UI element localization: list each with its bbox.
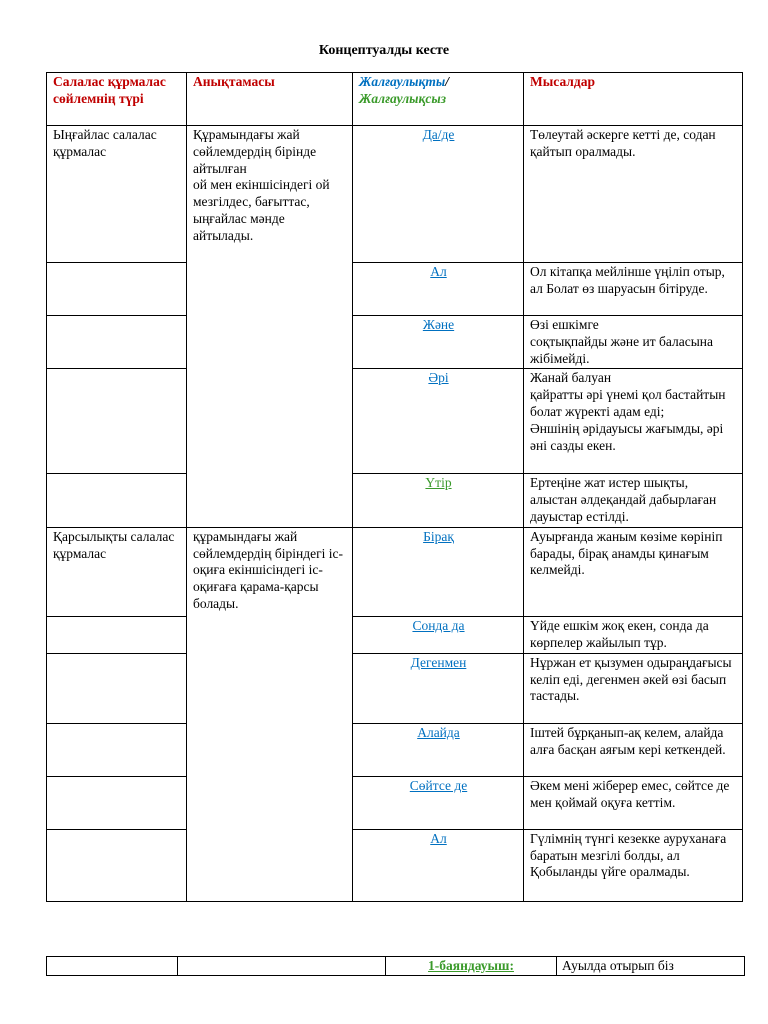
header-examples: Мысалдар: [524, 73, 743, 126]
header-definition: Анықтамасы: [187, 73, 353, 126]
bottom-cell-label: 1-баяндауыш:: [386, 957, 557, 976]
row-definition-cell: [187, 776, 353, 829]
row-conjunction-cell: [353, 126, 524, 263]
table-row: [47, 776, 743, 829]
row-definition-cell: [187, 723, 353, 776]
table-header-row: [47, 73, 743, 126]
conjunction-link[interactable]: Алайда: [417, 724, 460, 740]
row-conjunction-cell: [353, 723, 524, 776]
row-type-cell: [47, 369, 187, 474]
conjunction-link[interactable]: Ал: [430, 264, 447, 279]
row-conjunction-cell: [353, 776, 524, 829]
table-row: [47, 474, 743, 527]
conjunction-link[interactable]: Ал: [430, 830, 447, 846]
row-conjunction-cell: [353, 653, 524, 723]
row-definition-cell: [187, 369, 353, 474]
header-connective: [353, 73, 524, 126]
table-body: [47, 126, 743, 902]
row-example-cell: Өзі ешкімге соқтықпайды және ит баласына жібімейді.: [524, 316, 743, 369]
row-definition-cell: [187, 263, 353, 316]
row-type-cell: [47, 723, 187, 776]
concept-table: [46, 72, 743, 902]
row-example-cell: Іштей бұрқанып-ақ келем, алайда алға басқан аяғым кері кеткендей.: [524, 723, 743, 776]
row-definition-cell: Құрамындағы жай сөйлемдердің бірінде айтылған ой мен екіншісіндегі ой мезгілдес, бағыттас, ыңғайлас мәнде айтылады.: [187, 126, 353, 263]
row-example-cell: Гүлімнің түнгі кезекке ауруханаға баратын мезгілі болды, ал Қобыланды үйге оралмады.: [524, 829, 743, 901]
row-type-cell: Қарсылықты салалас құрмалас: [47, 527, 187, 616]
conjunction-link[interactable]: Дегенмен: [410, 654, 467, 670]
row-example-cell: Ертеңіне жат истер шықты, алыстан әлдеқандай дабырлаған дауыстар естілді.: [524, 474, 743, 527]
row-definition-cell: [187, 616, 353, 653]
row-type-cell: [47, 616, 187, 653]
bottom-cell-text: Ауылда отырып біз: [557, 957, 745, 976]
row-conjunction-cell: [353, 369, 524, 474]
header-separator: /: [445, 74, 450, 89]
row-conjunction-cell: [353, 263, 524, 316]
table-row: [47, 829, 743, 901]
row-conjunction-cell: [353, 316, 524, 369]
table-row: [47, 723, 743, 776]
bottom-table-row: [47, 957, 745, 976]
table-row: [47, 653, 743, 723]
conjunction-link[interactable]: Және: [422, 317, 455, 332]
row-definition-cell: [187, 829, 353, 901]
conjunction-link[interactable]: Да/де: [422, 127, 455, 142]
row-example-cell: Әкем мені жіберер емес, сөйтсе де мен қоймай оқуға кеттім.: [524, 776, 743, 829]
row-type-cell: [47, 776, 187, 829]
conjunction-link[interactable]: Сонда да: [412, 617, 465, 633]
table-row: [47, 616, 743, 653]
row-conjunction-cell: [353, 616, 524, 653]
row-type-cell: [47, 263, 187, 316]
table-row: [47, 369, 743, 474]
row-example-cell: Ауырғанда жаным көзіме көрініп барады, бірақ анамды қинағым келмейді.: [524, 527, 743, 616]
row-conjunction-cell: [353, 527, 524, 616]
header-type: Салалас құрмалас сөйлемнің түрі: [47, 73, 187, 126]
row-example-cell: Ол кітапқа мейлінше үңіліп отыр, ал Болат өз шаруасын бітіруде.: [524, 263, 743, 316]
table-row: [47, 126, 743, 263]
row-definition-cell: құрамындағы жай сөйлемдердің біріндегі іс-оқиға екіншісіндегі іс-оқиғаға қарама-қарсы болады.: [187, 527, 353, 616]
row-conjunction-cell: [353, 474, 524, 527]
row-definition-cell: [187, 653, 353, 723]
header-non-connective-label: Жалғаулықсыз: [359, 90, 447, 106]
row-definition-cell: [187, 474, 353, 527]
row-example-cell: Төлеутай әскерге кетті де, содан қайтып оралмады.: [524, 126, 743, 263]
conjunction-link[interactable]: Сөйтсе де: [409, 777, 468, 793]
row-example-cell: Жанай балуан қайратты әрі үнемі қол бастайтын болат жүректі адам еді; Әншінің әрідауысы жағымды, әрі әні сазды екен.: [524, 369, 743, 474]
row-example-cell: Үйде ешкім жоқ екен, сонда да көрпелер жайылып тұр.: [524, 616, 743, 653]
row-type-cell: [47, 653, 187, 723]
document-title: Концептуалды кесте: [318, 43, 450, 58]
row-type-cell: [47, 316, 187, 369]
table-row: [47, 316, 743, 369]
bottom-cell-1: [47, 957, 178, 976]
table-row: [47, 263, 743, 316]
table-row: [47, 527, 743, 616]
bottom-table: [46, 956, 745, 976]
conjunction-link[interactable]: Үтір: [425, 475, 452, 491]
header-connective-label: Жалғаулықты: [359, 74, 446, 89]
conjunction-link[interactable]: Бірақ: [423, 528, 454, 544]
row-definition-cell: [187, 316, 353, 369]
conjunction-link[interactable]: Әрі: [428, 370, 449, 386]
row-conjunction-cell: [353, 829, 524, 901]
bottom-cell-2: [178, 957, 386, 976]
row-type-cell: Ыңғайлас салалас құрмалас: [47, 126, 187, 263]
row-type-cell: [47, 474, 187, 527]
row-type-cell: [47, 829, 187, 901]
row-example-cell: Нұржан ет қызумен одыраңдағысы келіп еді, дегенмен әкей өзі басып тастады.: [524, 653, 743, 723]
